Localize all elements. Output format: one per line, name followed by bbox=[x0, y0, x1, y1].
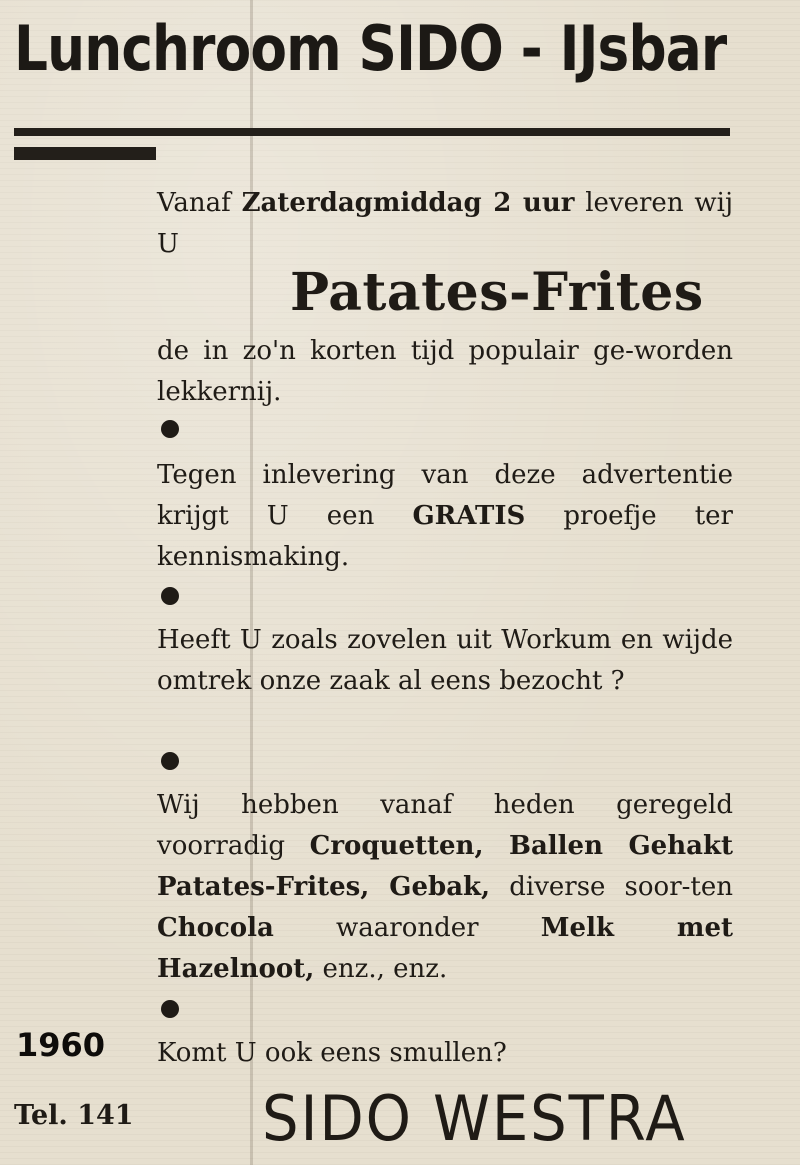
stock-mid-2: waaronder bbox=[273, 913, 541, 943]
page-fold bbox=[250, 0, 253, 1165]
closing-paragraph bbox=[157, 1033, 733, 1074]
stock-tail: enz., enz. bbox=[314, 954, 448, 984]
bullet-3 bbox=[161, 752, 179, 770]
intro-rest: leveren wij U bbox=[157, 188, 734, 259]
product-desc-text: de in zo'n korten tijd populair ge-worden lekkernij. bbox=[157, 336, 733, 407]
stock-item-1: Croquetten, Ballen Gehakt bbox=[309, 831, 733, 861]
question-text: Heeft U zoals zovelen uit Workum en wijde omtrek onze zaak al eens bezocht ? bbox=[157, 625, 733, 696]
intro-bold: Zaterdagmiddag 2 uur bbox=[241, 188, 575, 218]
signature: SIDO WESTRA bbox=[262, 1082, 687, 1155]
offer-lead: Tegen inlevering van deze advertentie krijgt U een bbox=[157, 460, 733, 531]
closing-text: Komt U ook eens smullen? bbox=[157, 1038, 507, 1068]
stock-item-4: Melk met Hazelnoot, bbox=[157, 913, 733, 984]
bullet-4 bbox=[161, 1000, 179, 1018]
bullet-1 bbox=[161, 420, 179, 438]
stock-paragraph bbox=[157, 785, 733, 990]
product-description bbox=[157, 331, 733, 413]
stock-item-3: Chocola bbox=[157, 913, 274, 943]
stock-mid: diverse soor-ten bbox=[490, 872, 733, 902]
year-annotation: 1960 bbox=[16, 1026, 106, 1064]
ad-headline: Lunchroom SIDO - IJsbar bbox=[14, 12, 727, 85]
question-paragraph bbox=[157, 620, 733, 702]
stock-item-2: Patates-Frites, Gebak, bbox=[157, 872, 491, 902]
stock-lead: Wij hebben vanaf heden geregeld voorradig bbox=[157, 790, 733, 861]
intro-lead: Vanaf bbox=[157, 188, 242, 218]
offer-bold: GRATIS bbox=[412, 501, 526, 531]
headline-rule bbox=[14, 128, 730, 136]
product-name: Patates-Frites bbox=[290, 262, 704, 323]
offer-paragraph bbox=[157, 455, 733, 578]
phone-number: Tel. 141 bbox=[14, 1100, 134, 1131]
bullet-2 bbox=[161, 587, 179, 605]
offer-rest: proefje ter kennismaking. bbox=[157, 501, 733, 572]
intro-paragraph bbox=[157, 183, 733, 265]
headline-rule-short bbox=[14, 147, 156, 160]
